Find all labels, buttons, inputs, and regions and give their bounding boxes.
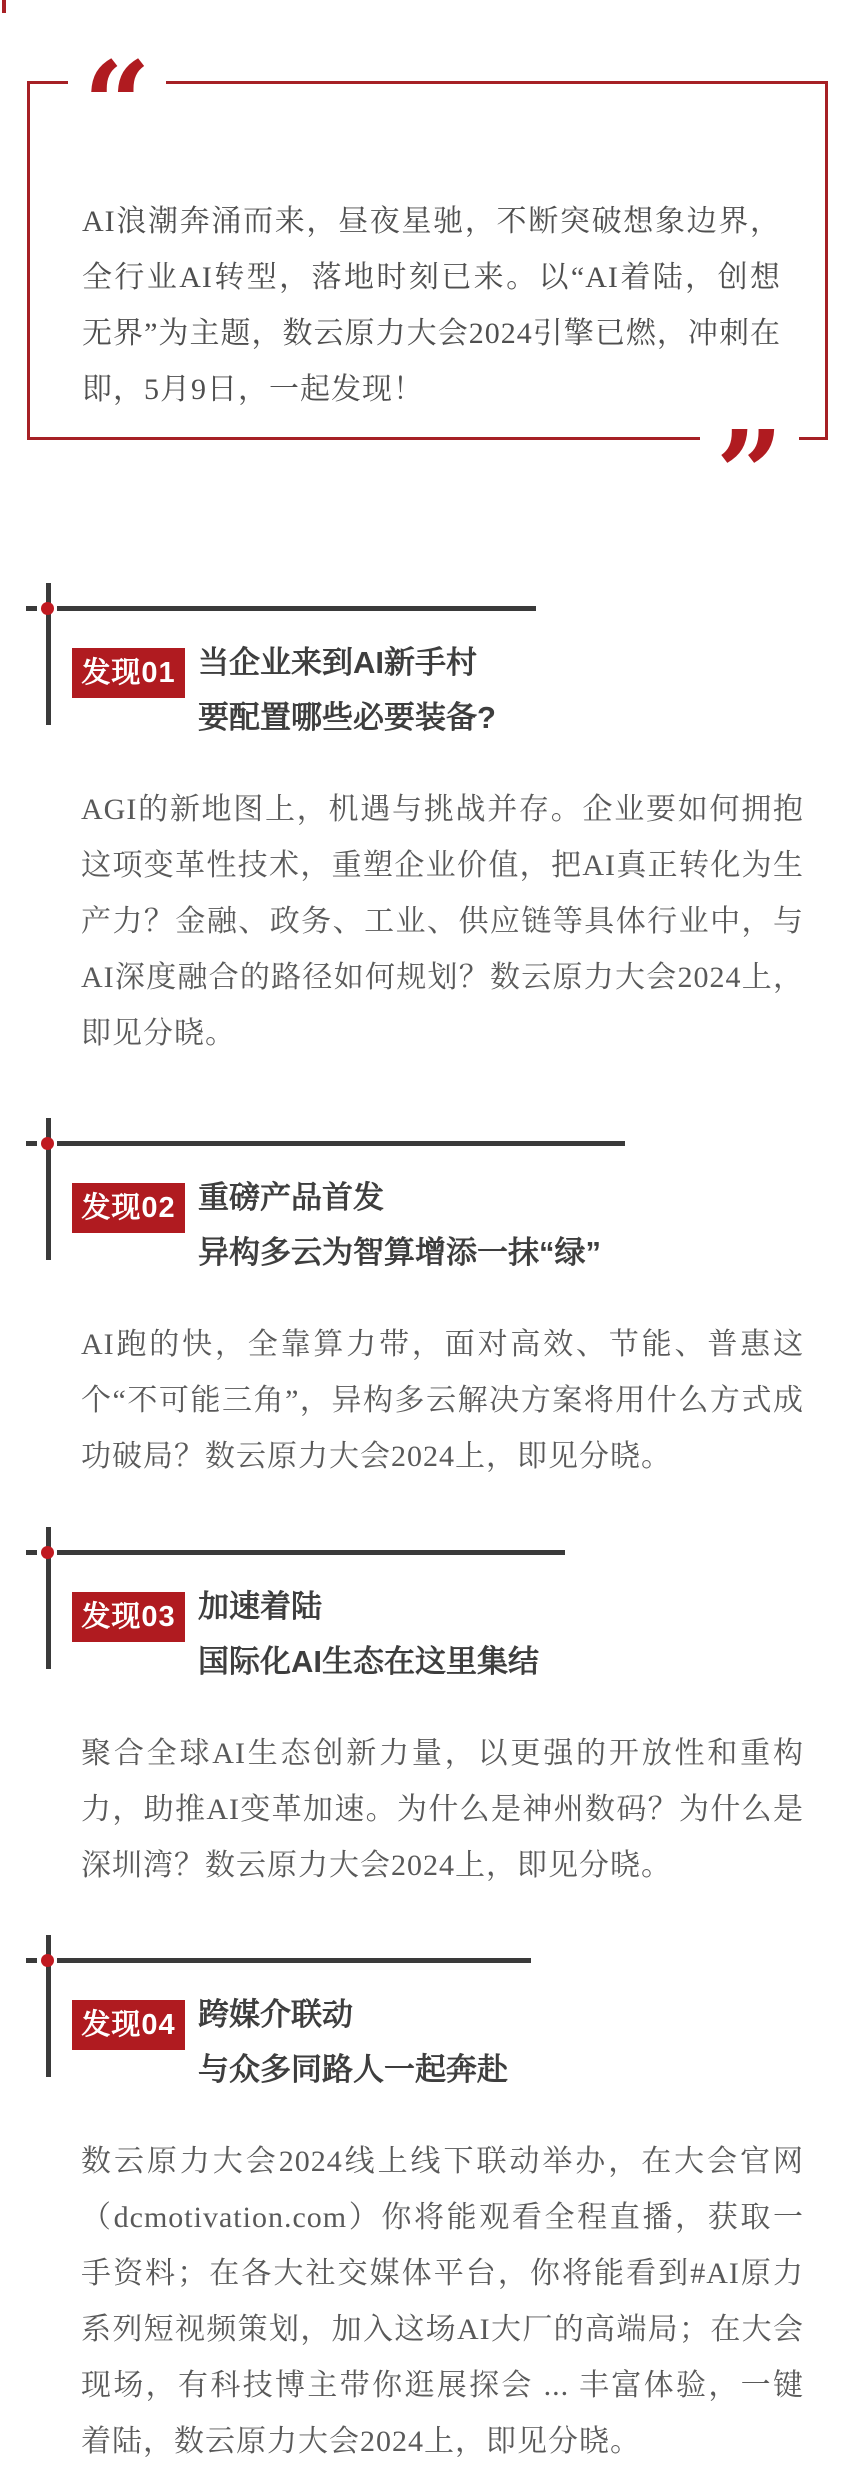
- timeline-dash: [26, 1958, 37, 1963]
- section-title-line2: 国际化AI生态在这里集结: [198, 1644, 539, 1679]
- discovery-badge-3: 发现03: [72, 1592, 185, 1642]
- quote-close-glyph: ”: [715, 404, 784, 543]
- quote-close-icon: [700, 404, 799, 543]
- section-title-line2: 异构多云为智算增添一抹“绿”: [198, 1235, 601, 1270]
- timeline-dash: [26, 1550, 37, 1555]
- timeline-dot: [41, 1546, 54, 1559]
- intro-quote-box: [27, 35, 828, 543]
- section-title-line1: 重磅产品首发: [198, 1180, 384, 1215]
- timeline-dot: [41, 1954, 54, 1967]
- timeline-dot: [41, 602, 54, 615]
- corner-tick-decoration: [2, 0, 6, 13]
- section-title-line2: 要配置哪些必要装备?: [198, 700, 496, 735]
- section-title-2: [198, 1170, 601, 1280]
- intro-quote-text: AI浪潮奔涌而来，昼夜星驰，不断突破想象边界，全行业AI转型，落地时刻已来。以“AI着陆，创想无界”为主题，数云原力大会2024引擎已燃，冲刺在即，5月9日，一起发现！: [82, 205, 781, 406]
- section-rule: [57, 1958, 531, 1963]
- timeline-dot: [41, 1137, 54, 1150]
- quote-open-icon: [68, 35, 166, 174]
- section-body-4: 数云原力大会2024线上线下联动举办，在大会官网（dcmotivation.com）你将能观看全程直播，获取一手资料；在各大社交媒体平台，你将能看到#AI原力系列短视频策划，加入这场AI大厂的高端局；在大会现场，有科技博主带你逛展探会 ... 丰富体验，一键着陆，数云原力大会2024上，即见分晓。: [81, 2145, 804, 2458]
- section-rule: [57, 1550, 565, 1555]
- section-body-2: AI跑的快，全靠算力带，面对高效、节能、普惠这个“不可能三角”，异构多云解决方案将用什么方式成功破局？数云原力大会2024上，即见分晓。: [81, 1328, 804, 1473]
- section-body-1: AGI的新地图上，机遇与挑战并存。企业要如何拥抱这项变革性技术，重塑企业价值，把AI真正转化为生产力？金融、政务、工业、供应链等具体行业中，与AI深度融合的路径如何规划？数云原力大会2024上，即见分晓。: [81, 793, 804, 1050]
- discovery-badge-4: 发现04: [72, 2000, 185, 2050]
- discovery-badge-2: 发现02: [72, 1183, 185, 1233]
- discovery-badge-1: 发现01: [72, 648, 185, 698]
- quote-open-glyph: “: [83, 35, 151, 174]
- timeline-dash: [26, 606, 37, 611]
- section-title-line1: 当企业来到AI新手村: [198, 645, 477, 680]
- timeline-dash: [26, 1141, 37, 1146]
- section-title-4: [198, 1987, 508, 2097]
- section-title-line2: 与众多同路人一起奔赴: [198, 2052, 508, 2087]
- section-title-line1: 加速着陆: [198, 1589, 322, 1624]
- section-title-1: [198, 635, 496, 745]
- section-rule: [57, 1141, 625, 1146]
- section-rule: [57, 606, 536, 611]
- section-body-3: 聚合全球AI生态创新力量，以更强的开放性和重构力，助推AI变革加速。为什么是神州数码？为什么是深圳湾？数云原力大会2024上，即见分晓。: [81, 1737, 804, 1882]
- section-title-3: [198, 1579, 539, 1689]
- section-title-line1: 跨媒介联动: [198, 1997, 353, 2032]
